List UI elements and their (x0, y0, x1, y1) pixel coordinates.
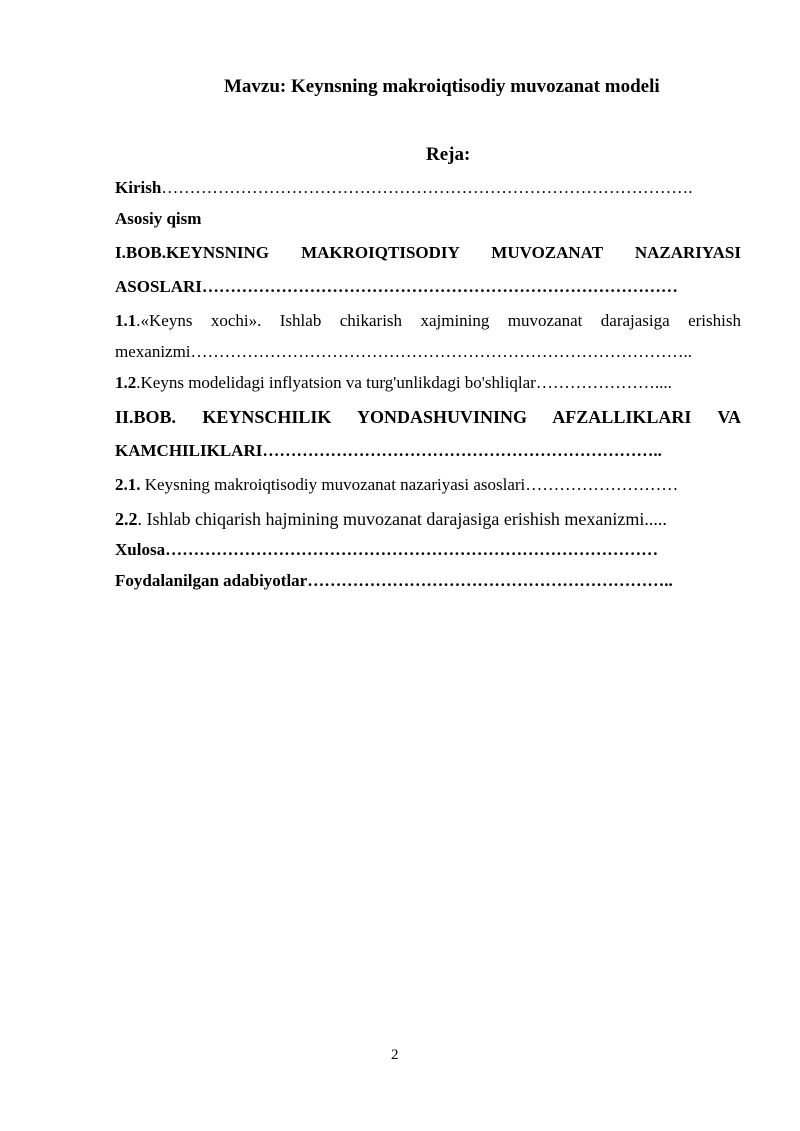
toc-section-1-1-text: .«Keyns xochi». Ishlab chikarish xajmining muvozanat darajasiga erishish (136, 311, 741, 330)
toc-section-1-2 (115, 366, 741, 400)
toc-section-2-2-number: 2.2 (115, 509, 138, 529)
toc-chapter2-line1: II.BOB. KEYNSCHILIK YONDASHUVINING AFZALLIKLARI VA (115, 407, 741, 427)
toc-chapter1-line1: I.BOB.KEYNSNING MAKROIQTISODIY MUVOZANAT NAZARIYASI (115, 243, 741, 262)
document-title: Mavzu: Keynsning makroiqtisodiy muvozanat modeli (224, 76, 660, 97)
toc-section-2-1 (115, 468, 741, 502)
page-number: 2 (391, 1047, 399, 1063)
toc-section-2-1-text: Keysning makroiqtisodiy muvozanat nazariyasi asoslari (140, 475, 526, 494)
toc-section-1-2-dots: ………………….... (535, 373, 672, 392)
toc-section-1-1-number: 1.1 (115, 311, 137, 330)
toc-section-1-1-line2 (115, 338, 741, 366)
toc-conclusion-label: Xulosa (115, 540, 166, 559)
toc-section-1-2-number: 1.2 (115, 373, 137, 392)
toc-section-2-2 (115, 502, 741, 536)
toc-references-label: Foydalanilgan adabiyotlar (115, 571, 308, 590)
toc-section-2-1-number: 2.1. (115, 475, 141, 494)
toc-section-1-1-line2-label: mexanizmi (115, 342, 191, 361)
toc-references-dots: ……………………………………………………….. (307, 571, 673, 590)
toc-section-1-2-text: .Keyns modelidagi inflyatsion va turg'unlikdagi bo'shliqlar (136, 373, 536, 392)
toc-chapter1-line2 (115, 270, 741, 304)
toc-section-2-1-dots: ……………………… (525, 475, 679, 494)
toc-section-1-1-line2-dots: …………………………………………………………………………….. (190, 342, 693, 361)
toc-references (115, 564, 741, 598)
toc-section-2-2-text: . Ishlab chiqarish hajmining muvozanat darajasiga erishish mexanizmi..... (137, 509, 667, 529)
toc-intro-dots: …………………………………………………………………………………. (161, 178, 693, 197)
toc-chapter2-line2-label: KAMCHILIKLARI (115, 441, 263, 460)
plan-heading: Reja: (426, 144, 471, 165)
toc-conclusion-dots: …………………………………………………………………………… (165, 540, 659, 559)
toc-conclusion (115, 536, 741, 564)
toc-section-1-1-line1 (115, 304, 741, 338)
toc-chapter1-line2-dots: ………………………………………………………………………… (201, 277, 678, 296)
toc-main-part-label: Asosiy qism (115, 209, 202, 228)
toc-chapter1-line2-label: ASOSLARI (115, 277, 202, 296)
toc-main-part (115, 202, 741, 236)
toc-chapter2-line2 (115, 434, 741, 468)
table-of-contents (115, 174, 741, 598)
toc-intro (115, 174, 741, 202)
toc-intro-label: Kirish (115, 178, 162, 197)
toc-chapter2-line2-dots: …………………………………………………………….. (262, 441, 662, 460)
